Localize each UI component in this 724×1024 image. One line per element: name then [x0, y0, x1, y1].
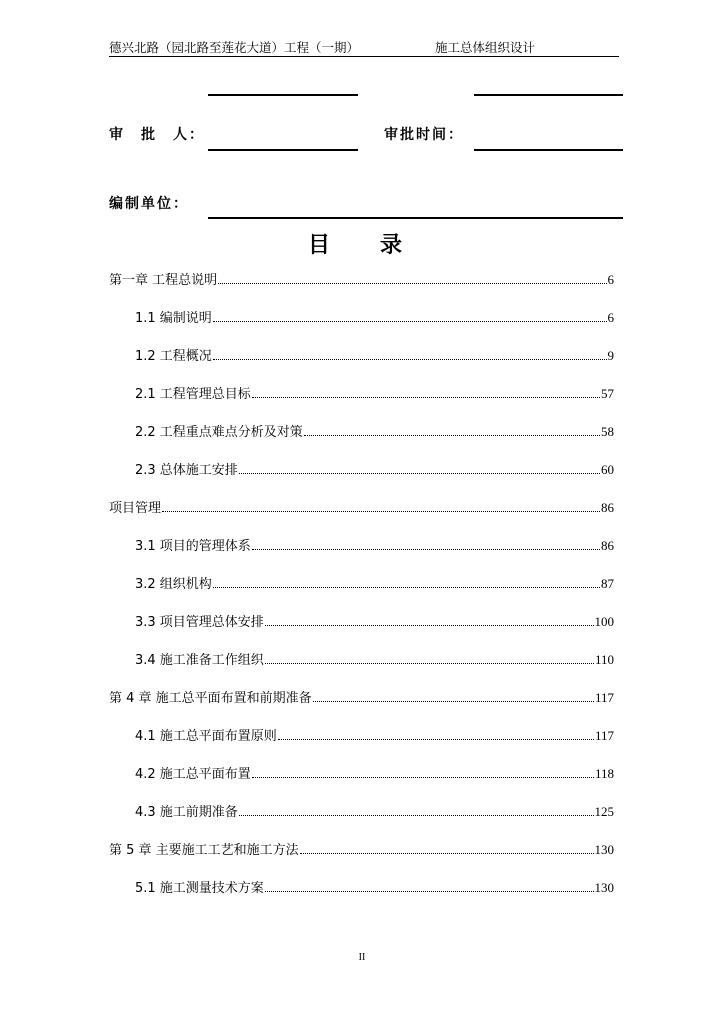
toc-leader-dots	[278, 739, 594, 740]
toc-leader-dots	[218, 283, 606, 284]
toc-leader-dots	[300, 853, 594, 854]
toc-entry-text: 1.2 工程概况	[135, 349, 212, 364]
toc-entry-page: 60	[601, 462, 614, 477]
unit-line	[208, 217, 623, 219]
toc-entry-text: 1.1 编制说明	[135, 311, 212, 326]
toc-entry-text: 第 5 章 主要施工工艺和施工方法	[109, 843, 299, 858]
approver-label: 审 批 人：	[109, 127, 205, 143]
toc-entry[interactable]	[135, 878, 614, 896]
toc-entry-page: 87	[601, 576, 614, 591]
toc-entry-page: 117	[594, 690, 614, 705]
toc-entry[interactable]	[135, 726, 614, 744]
toc-entry-page: 125	[594, 804, 614, 819]
toc-entry[interactable]	[135, 612, 614, 630]
approver-line	[208, 149, 358, 151]
toc-entry-text: 3.1 项目的管理体系	[135, 539, 251, 554]
toc-entry[interactable]	[135, 802, 614, 820]
toc-entry[interactable]	[135, 460, 614, 478]
toc-entry-page: 9	[607, 348, 614, 363]
toc-entry[interactable]	[109, 688, 614, 706]
toc-leader-dots	[213, 321, 607, 322]
toc-leader-dots	[252, 777, 594, 778]
toc-entry-page: 100	[594, 614, 614, 629]
toc-entry-text: 3.2 组织机构	[135, 577, 212, 592]
toc-entry-text: 3.3 项目管理总体安排	[135, 615, 264, 630]
toc-entry[interactable]	[135, 574, 614, 592]
toc-leader-dots	[239, 473, 600, 474]
page-header	[109, 36, 619, 57]
approval-time-label: 审批时间：	[384, 127, 464, 143]
toc-entry-text: 4.2 施工总平面布置	[135, 767, 251, 782]
toc-entry-page: 118	[594, 766, 614, 781]
toc-entry-page: 117	[594, 728, 614, 743]
toc-entry-text: 3.4 施工准备工作组织	[135, 653, 264, 668]
toc-leader-dots	[304, 435, 600, 436]
toc-entry-page: 110	[594, 652, 614, 667]
toc-leader-dots	[313, 701, 594, 702]
toc-entry[interactable]	[135, 536, 614, 554]
toc-entry-page: 86	[601, 500, 614, 515]
toc-leader-dots	[252, 549, 600, 550]
toc-entry-text: 2.3 总体施工安排	[135, 463, 238, 478]
toc-leader-dots	[213, 359, 607, 360]
toc-entry[interactable]	[135, 308, 614, 326]
toc-leader-dots	[265, 663, 594, 664]
toc-entry[interactable]	[109, 498, 614, 516]
toc-entry-text: 2.2 工程重点难点分析及对策	[135, 425, 303, 440]
toc-entry-text: 4.3 施工前期准备	[135, 805, 238, 820]
toc-entry-text: 第一章 工程总说明	[109, 273, 218, 288]
toc-entry-text: 4.1 施工总平面布置原则	[135, 729, 277, 744]
toc-entry-page: 130	[594, 880, 614, 895]
toc-entry-page: 6	[607, 310, 614, 325]
toc-entry[interactable]	[109, 840, 614, 858]
toc-entry[interactable]	[135, 764, 614, 782]
approval-time-line-top	[474, 94, 623, 96]
toc-leader-dots	[265, 625, 594, 626]
toc-leader-dots	[162, 511, 600, 512]
toc-leader-dots	[252, 397, 600, 398]
unit-label: 编制单位：	[109, 196, 189, 212]
approval-time-line	[474, 149, 623, 151]
toc-entry[interactable]	[135, 422, 614, 440]
toc-title: 目 录	[307, 233, 416, 258]
toc-leader-dots	[239, 815, 594, 816]
toc-entry-page: 130	[594, 842, 614, 857]
toc-entry-text: 2.1 工程管理总目标	[135, 387, 251, 402]
toc-leader-dots	[213, 587, 600, 588]
toc-entry-page: 86	[601, 538, 614, 553]
toc-entry[interactable]	[135, 650, 614, 668]
approver-line-top	[208, 94, 358, 96]
toc-entry-page: 57	[601, 386, 614, 401]
toc-entry-page: 6	[607, 272, 614, 287]
toc-leader-dots	[265, 891, 594, 892]
toc-entry-text: 5.1 施工测量技术方案	[135, 881, 264, 896]
toc-entry[interactable]	[135, 346, 614, 364]
toc-entry[interactable]	[109, 270, 614, 288]
page-number: II	[358, 952, 366, 963]
header-project-title: 德兴北路（园北路至莲花大道）工程（一期）	[109, 40, 360, 55]
toc-entry-page: 58	[601, 424, 614, 439]
toc-entry-text: 项目管理	[109, 501, 162, 516]
header-document-title: 施工总体组织设计	[435, 40, 536, 55]
toc-entry[interactable]	[135, 384, 614, 402]
toc-entry-text: 第 4 章 施工总平面布置和前期准备	[109, 691, 312, 706]
